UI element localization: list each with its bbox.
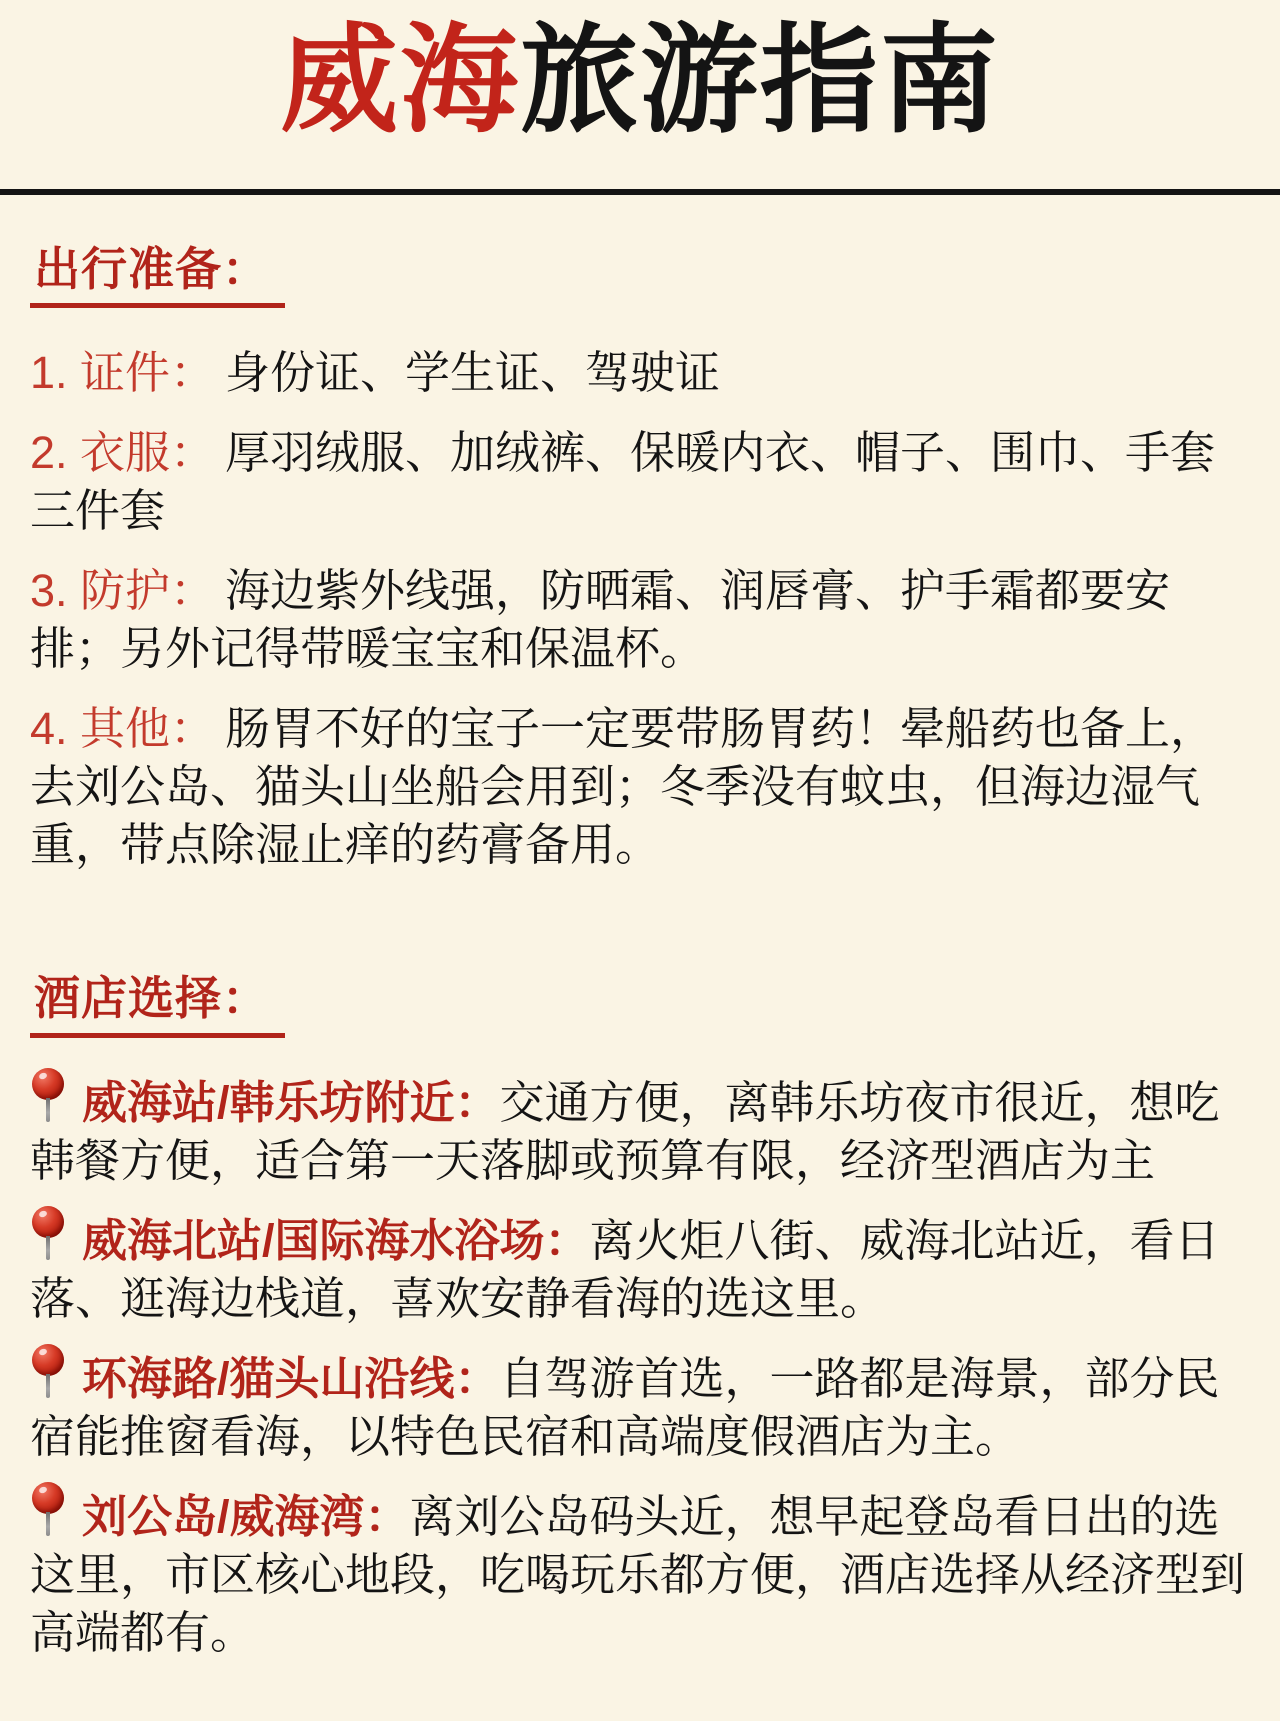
section-heading: 酒店选择： xyxy=(30,972,285,1038)
item-text: 交通方便，离韩乐坊夜市很近，想吃韩餐方便，适合第一天落脚或预算有限，经济型酒店为主 xyxy=(30,1077,1220,1187)
round-pushpin-icon xyxy=(30,1214,66,1258)
checklist-item xyxy=(30,540,1250,678)
item-text: 自驾游首选，一路都是海景，部分民宿能推窗看海，以特色民宿和高端度假酒店为主。 xyxy=(30,1353,1220,1463)
item-text: 海边紫外线强，防晒霜、润唇膏、护手霜都要安排；另外记得带暖宝宝和保温杯。 xyxy=(30,565,1171,675)
pushpin-ball xyxy=(32,1206,64,1238)
item-label: 1. 证件： xyxy=(30,347,216,399)
checklist-item xyxy=(30,314,1250,402)
item-label: 4. 其他： xyxy=(30,703,216,755)
pushpin-ball xyxy=(32,1068,64,1100)
pushpin-stem xyxy=(46,1512,50,1536)
page-title-rest: 旅游指南 xyxy=(520,15,1001,147)
item-text: 离火炬八街、威海北站近，看日落、逛海边栈道，喜欢安静看海的选这里。 xyxy=(30,1215,1220,1325)
checklist-item xyxy=(30,402,1250,540)
section-heading: 出行准备： xyxy=(30,243,285,309)
content xyxy=(0,243,1280,1663)
item-label: 刘公岛/威海湾： xyxy=(82,1491,410,1543)
page-title-highlight: 威海 xyxy=(279,15,520,147)
item-text: 肠胃不好的宝子一定要带肠胃药！晕船药也备上，去刘公岛、猫头山坐船会用到；冬季没有蚊虫，但海边湿气重，带点除湿止痒的药膏备用。 xyxy=(30,703,1216,871)
item-label: 威海北站/国际海水浴场： xyxy=(82,1215,590,1267)
round-pushpin-icon xyxy=(30,1076,66,1120)
section-items xyxy=(30,1044,1250,1662)
section xyxy=(30,243,1250,875)
pushpin-stem xyxy=(46,1374,50,1398)
item-label: 3. 防护： xyxy=(30,565,216,617)
item-text: 身份证、学生证、驾驶证 xyxy=(225,347,721,399)
item-label: 威海站/韩乐坊附近： xyxy=(82,1077,500,1129)
page-title xyxy=(30,14,1250,149)
item-label: 环海路/猫头山沿线： xyxy=(82,1353,500,1405)
hotel-area-item xyxy=(30,1190,1250,1328)
item-text: 厚羽绒服、加绒裤、保暖内衣、帽子、围巾、手套三件套 xyxy=(30,427,1216,537)
pushpin-stem xyxy=(46,1098,50,1122)
item-label: 2. 衣服： xyxy=(30,427,216,479)
pushpin-ball xyxy=(32,1482,64,1514)
hotel-area-item xyxy=(30,1328,1250,1466)
item-text: 离刘公岛码头近，想早起登岛看日出的选这里，市区核心地段，吃喝玩乐都方便，酒店选择从经济型到高端都有。 xyxy=(30,1491,1246,1659)
hotel-area-item xyxy=(30,1466,1250,1662)
pushpin-ball xyxy=(32,1344,64,1376)
title-divider xyxy=(0,189,1280,195)
section xyxy=(30,972,1250,1662)
round-pushpin-icon xyxy=(30,1352,66,1396)
hotel-area-item xyxy=(30,1044,1250,1190)
pushpin-stem xyxy=(46,1236,50,1260)
checklist-item xyxy=(30,678,1250,874)
travel-guide-poster xyxy=(0,14,1280,1721)
round-pushpin-icon xyxy=(30,1490,66,1534)
section-items xyxy=(30,314,1250,874)
